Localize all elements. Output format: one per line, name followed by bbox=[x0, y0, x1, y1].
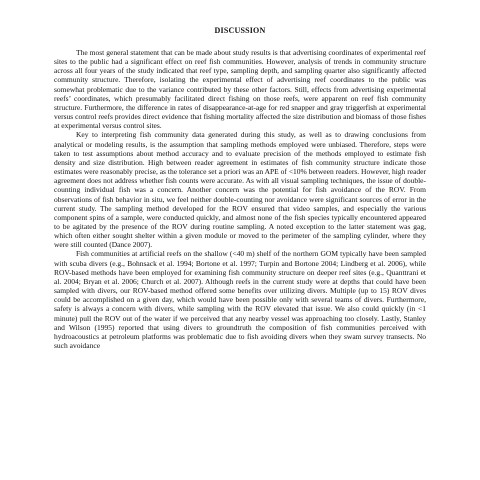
document-page bbox=[54, 26, 426, 350]
paragraph-1: The most general statement that can be made about study results is that advertising coordinates of experimental reef sites to the public had a significant effect on reef fish communities. However, analysis of trends in community structure across all four years of the study indicated that reef type, sampling depth, and sampling quarter also significantly affected community structure. Therefore, isolating the experimental effect of advertising reef coordinates to the public was somewhat problematic due to the variance contributed by these other factors. Still, effects from advertising experimental reefs’ coordinates, which presumably facilitated direct fishing on those reefs, were apparent on reef fish community structure. Furthermore, the difference in rates of disappearance-at-age for red snapper and gray triggerfish at experimental versus control reefs provides direct evidence that fishing mortality affected the size distribution and biomass of those fishes at experimental versus control sites. bbox=[54, 48, 426, 131]
section-heading: DISCUSSION bbox=[214, 26, 266, 35]
paragraph-2: Key to interpreting fish community data generated during this study, as well as to drawing conclusions from analytical or modeling results, is the assumption that sampling methods employed were unbiased. Therefore, steps were taken to test assumptions about method accuracy and to evaluate precision of the methods employed to estimate fish density and size distribution. High between reader agreement in estimates of fish community structure indicate those estimates were reasonably precise, as the tolerance set a priori was an APE of <10% between readers. However, high reader agreement does not address whether fish counts were accurate. As with all visual sampling techniques, the issue of double-counting individual fish was a concern. Another concern was the potential for fish avoidance of the ROV. From observations of fish behavior in situ, we feel neither double-counting nor avoidance were significant sources of error in the current study. The sampling method developed for the ROV ensured that video samples, and especially the various component spins of a sample, were conducted quickly, and almost none of the fish species typically encountered appeared to be agitated by the presence of the ROV during routine sampling. A noted exception to the latter statement was gag, which often either sought shelter within a given module or moved to the perimeter of the sampling cylinder, where they were still counted (Dance 2007). bbox=[54, 130, 426, 250]
paragraph-3: Fish communities at artificial reefs on the shallow (<40 m) shelf of the northern GOM typically have been sampled with scuba divers (e.g., Bohnsack et al. 1994; Bortone et al. 1997; Turpin and Bortone 2004; Lindberg et al. 2006), while ROV-based methods have been employed for examining fish community structure on deeper reef sites (e.g., Quanttrani et al. 2004; Bryan et al. 2006; Church et al. 2007). Although reefs in the current study were at depths that could have been sampled with divers, our ROV-based method offered some benefits over utilizing divers. Multiple (up to 15) ROV dives could be accomplished on a given day, which would have been possible only with several teams of divers. Furthermore, safety is always a concern with divers, while sampling with the ROV elevated that issue. We also could quickly (in <1 minute) pull the ROV out of the water if we perceived that any nearby vessel was approaching too closely. Lastly, Stanley and Wilson (1995) reported that using divers to groundtruth the composition of fish communities perceived with hydroacoustics at petroleum platforms was problematic due to fish avoiding divers when they swam survey transects. No such avoidance bbox=[54, 249, 426, 350]
